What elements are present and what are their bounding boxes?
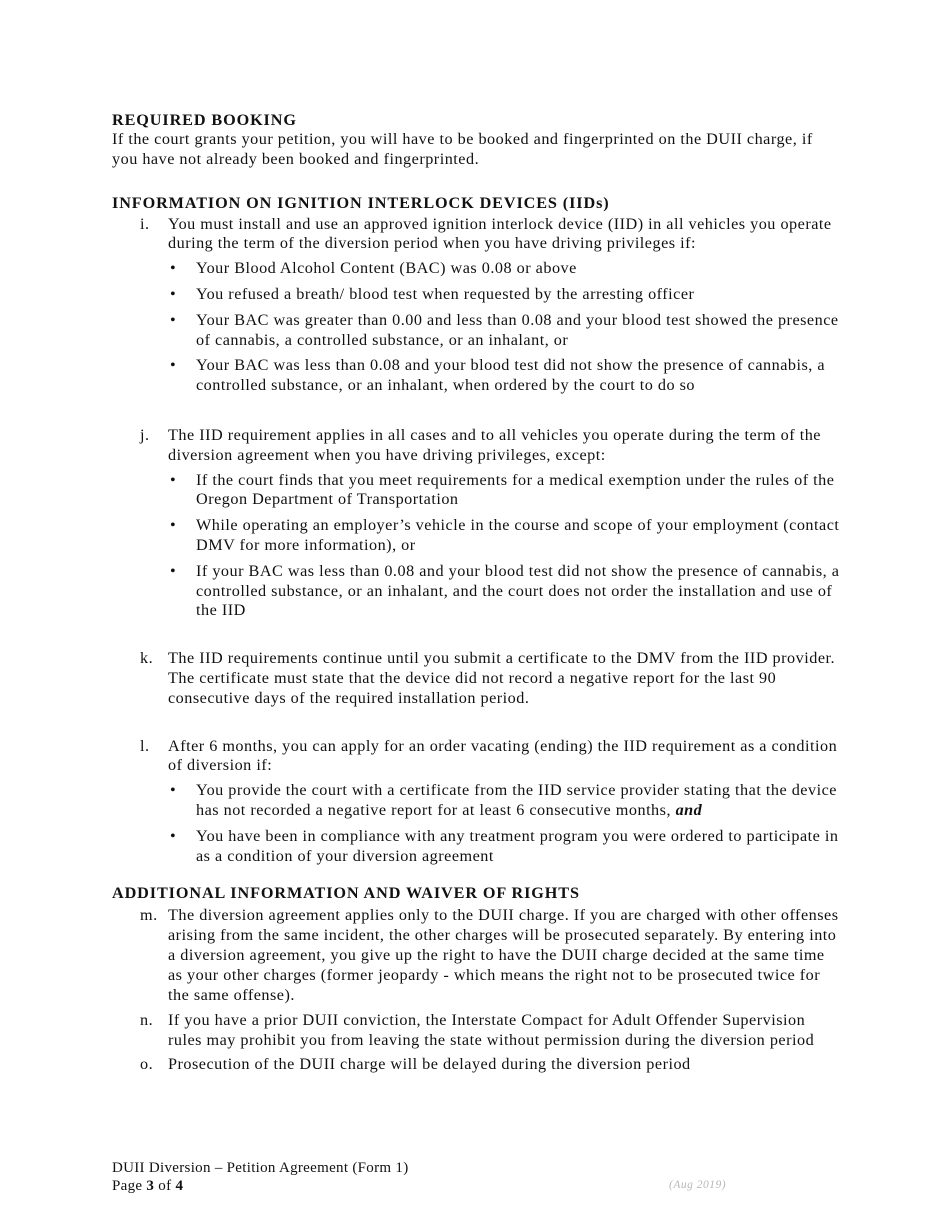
bullet-icon: • bbox=[170, 826, 177, 845]
bullet-icon: • bbox=[170, 781, 177, 800]
item-marker: l. bbox=[140, 736, 150, 755]
list-item-i bbox=[112, 215, 842, 396]
emphasis-and: and bbox=[675, 800, 703, 819]
bullet-icon: • bbox=[170, 259, 177, 278]
item-text: The IID requirements continue until you submit a certificate to the DMV from the IID provider. The certificate must state that the device did not record a negative report for the last 90 consecutive days of the required installation period. bbox=[168, 649, 836, 707]
heading-iid: INFORMATION ON IGNITION INTERLOCK DEVICES (IIDs) bbox=[112, 193, 610, 212]
bullet-item: • If your BAC was less than 0.08 and your blood test did not show the presence of cannabis, a controlled substance, or an inhalant, and the court does not order the installation and use of the IID bbox=[170, 561, 840, 620]
item-marker: m. bbox=[140, 906, 158, 925]
section-required-booking bbox=[112, 110, 842, 170]
bullet-item: • You provide the court with a certificate from the IID service provider stating that the device has not recorded a negative report for at least 6 consecutive months, and bbox=[170, 781, 837, 819]
bullet-icon: • bbox=[170, 310, 177, 329]
bullet-icon: • bbox=[170, 470, 177, 489]
bullet-list bbox=[168, 781, 842, 866]
list-item-j bbox=[112, 426, 842, 621]
booking-paragraph: If the court grants your petition, you will have to be booked and fingerprinted on the DUII charge, if you have not already been booked and fingerprinted. bbox=[112, 130, 813, 168]
bullet-icon: • bbox=[170, 356, 177, 375]
page-footer bbox=[112, 1159, 409, 1195]
item-marker: j. bbox=[140, 425, 150, 444]
bullet-icon: • bbox=[170, 516, 177, 535]
section-waiver bbox=[112, 883, 842, 1074]
bullet-item: • Your BAC was greater than 0.00 and less than 0.08 and your blood test showed the presence of cannabis, a controlled substance, or an inhalant, or bbox=[170, 310, 839, 349]
section-iid bbox=[112, 193, 842, 867]
page-current: 3 bbox=[146, 1178, 155, 1194]
bullet-icon: • bbox=[170, 561, 177, 580]
bullet-item: • If the court finds that you meet requirements for a medical exemption under the rules of the Oregon Department of Transportation bbox=[170, 470, 835, 509]
bullet-item: • While operating an employer’s vehicle in the course and scope of your employment (contact DMV for more information), or bbox=[170, 516, 840, 554]
bullet-list bbox=[168, 259, 842, 396]
list-item-l bbox=[112, 737, 842, 867]
bullet-item: • You refused a breath/ blood test when requested by the arresting officer bbox=[170, 284, 695, 303]
list-item-k bbox=[112, 649, 842, 708]
item-marker: k. bbox=[140, 649, 154, 668]
item-text: You must install and use an approved ignition interlock device (IID) in all vehicles you operate during the term of the diversion period when you have driving privileges if: bbox=[168, 214, 832, 253]
heading-waiver: ADDITIONAL INFORMATION AND WAIVER OF RIGHTS bbox=[112, 884, 580, 903]
bullet-icon: • bbox=[170, 284, 177, 303]
page-total: 4 bbox=[175, 1178, 184, 1194]
list-item-m bbox=[112, 906, 842, 1005]
heading-required-booking: REQUIRED BOOKING bbox=[112, 111, 297, 129]
item-marker: i. bbox=[140, 214, 150, 233]
item-text: Prosecution of the DUII charge will be delayed during the diversion period bbox=[168, 1054, 691, 1073]
bullet-item: • Your Blood Alcohol Content (BAC) was 0.08 or above bbox=[170, 259, 577, 278]
item-marker: n. bbox=[140, 1011, 154, 1030]
item-text: The diversion agreement applies only to the DUII charge. If you are charged with other offenses arising from the same incident, the other charges will be prosecuted separately. By entering into a diversion agreement, you give up the right to have the DUII charge decided at the same time as your other charges (former jeopardy - which means the right not to be prosecuted twice for the same offense). bbox=[168, 906, 839, 1004]
item-marker: o. bbox=[140, 1054, 154, 1073]
item-text: If you have a prior DUII conviction, the Interstate Compact for Adult Offender Supervision rules may prohibit you from leaving the state without permission during the diversion period bbox=[168, 1011, 815, 1050]
revision-date: (Aug 2019) bbox=[669, 1179, 727, 1191]
document-page bbox=[112, 110, 842, 1075]
item-text: The IID requirement applies in all cases and to all vehicles you operate during the term of the diversion agreement when you have driving privileges, except: bbox=[168, 425, 821, 464]
footer-page-number: Page 3 of 4 bbox=[112, 1178, 184, 1194]
bullet-item: • You have been in compliance with any treatment program you were ordered to participate in as a condition of your diversion agreement bbox=[170, 826, 839, 865]
bullet-item: • Your BAC was less than 0.08 and your blood test did not show the presence of cannabis, a controlled substance, or an inhalant, when ordered by the court to do so bbox=[170, 356, 826, 395]
bullet-list bbox=[168, 471, 842, 622]
list-item-o bbox=[112, 1055, 842, 1075]
footer-form-title: DUII Diversion – Petition Agreement (Form 1) bbox=[112, 1160, 409, 1176]
item-text: After 6 months, you can apply for an order vacating (ending) the IID requirement as a condition of diversion if: bbox=[168, 736, 838, 775]
list-item-n bbox=[112, 1011, 842, 1051]
